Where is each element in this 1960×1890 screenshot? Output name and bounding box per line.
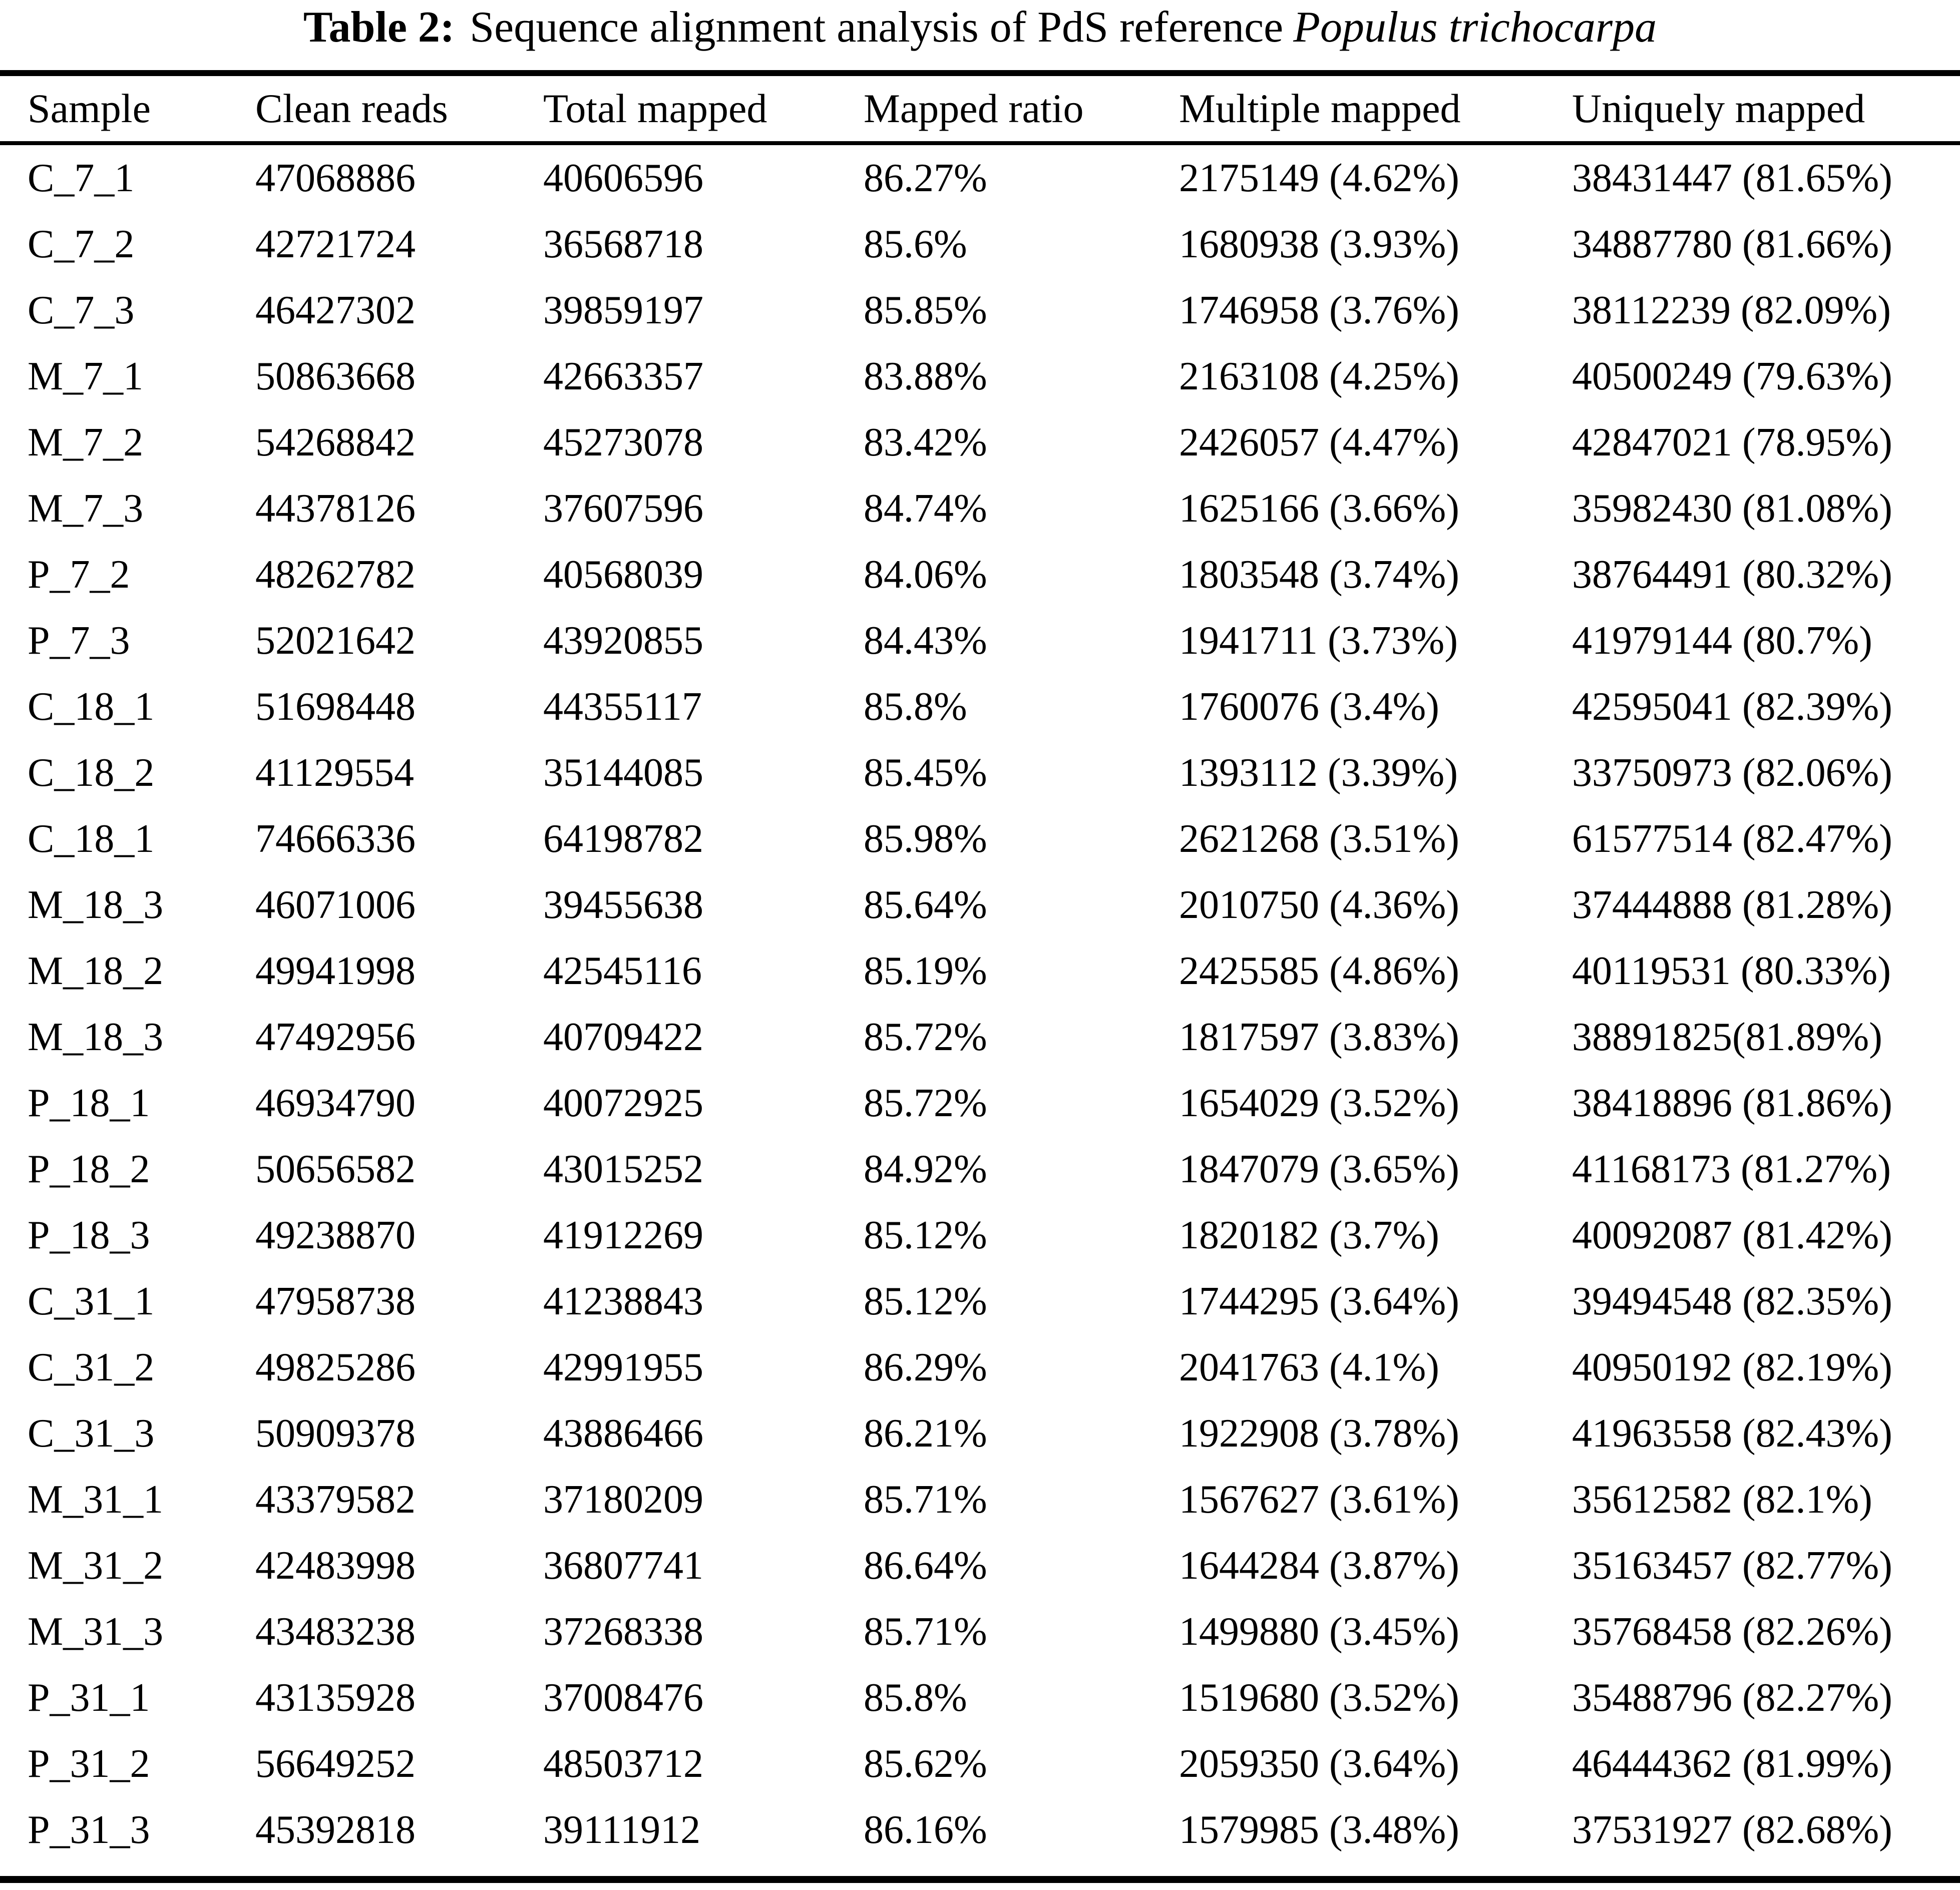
- cell-clean-reads: 47492956: [255, 1015, 416, 1059]
- table-row: [0, 143, 1960, 211]
- cell-multiple-mapped: 1654029 (3.52%): [1179, 1081, 1459, 1125]
- cell-clean-reads: 51698448: [255, 684, 416, 729]
- cell-uniquely-mapped: 38418896 (81.86%): [1572, 1081, 1892, 1125]
- cell-clean-reads: 56649252: [255, 1741, 416, 1786]
- cell-mapped-ratio: 85.8%: [864, 1675, 967, 1720]
- cell-clean-reads: 44378126: [255, 486, 416, 531]
- cell-sample: C_18_1: [28, 816, 155, 861]
- table-row: [0, 1797, 1960, 1879]
- table-row: [0, 938, 1960, 1004]
- cell-sample: M_7_2: [28, 420, 144, 464]
- cell-uniquely-mapped: 46444362 (81.99%): [1572, 1741, 1892, 1786]
- cell-clean-reads: 49825286: [255, 1345, 416, 1389]
- cell-sample: C_7_2: [28, 222, 135, 266]
- cell-multiple-mapped: 2059350 (3.64%): [1179, 1741, 1459, 1786]
- table-caption-text: Sequence alignment analysis of PdS reference: [470, 3, 1284, 52]
- cell-total-mapped: 64198782: [543, 816, 703, 861]
- cell-sample: C_7_1: [28, 156, 135, 200]
- cell-sample: M_18_3: [28, 882, 164, 927]
- table-row: [0, 277, 1960, 343]
- cell-mapped-ratio: 85.8%: [864, 684, 967, 729]
- table-row: [0, 476, 1960, 542]
- cell-clean-reads: 46071006: [255, 882, 416, 927]
- cell-mapped-ratio: 85.72%: [864, 1015, 987, 1059]
- cell-total-mapped: 43015252: [543, 1147, 703, 1191]
- table-row: [0, 1533, 1960, 1599]
- cell-sample: P_18_1: [28, 1081, 150, 1125]
- cell-total-mapped: 43886466: [543, 1411, 703, 1456]
- table-row: [0, 1334, 1960, 1400]
- cell-uniquely-mapped: 61577514 (82.47%): [1572, 816, 1892, 861]
- cell-mapped-ratio: 85.12%: [864, 1213, 987, 1257]
- cell-uniquely-mapped: 40119531 (80.33%): [1572, 949, 1891, 993]
- cell-mapped-ratio: 84.92%: [864, 1147, 987, 1191]
- cell-mapped-ratio: 85.71%: [864, 1609, 987, 1654]
- cell-multiple-mapped: 2425585 (4.86%): [1179, 949, 1459, 993]
- table-row: [0, 542, 1960, 608]
- cell-total-mapped: 42663357: [543, 354, 703, 398]
- table-row: [0, 1268, 1960, 1334]
- column-header-total-mapped: Total mapped: [543, 73, 864, 143]
- cell-mapped-ratio: 83.88%: [864, 354, 987, 398]
- cell-multiple-mapped: 1803548 (3.74%): [1179, 552, 1459, 597]
- cell-multiple-mapped: 1393112 (3.39%): [1179, 750, 1458, 795]
- cell-sample: C_31_2: [28, 1345, 155, 1389]
- table-row: [0, 806, 1960, 872]
- cell-sample: P_31_1: [28, 1675, 150, 1720]
- table-row: [0, 872, 1960, 938]
- cell-clean-reads: 48262782: [255, 552, 416, 597]
- cell-multiple-mapped: 2041763 (4.1%): [1179, 1345, 1439, 1389]
- column-header-uniquely-mapped: Uniquely mapped: [1572, 73, 1960, 143]
- cell-mapped-ratio: 86.27%: [864, 156, 987, 200]
- cell-clean-reads: 49941998: [255, 949, 416, 993]
- cell-uniquely-mapped: 38112239 (82.09%): [1572, 288, 1891, 332]
- cell-sample: M_18_2: [28, 949, 164, 993]
- table-header: [0, 73, 1960, 143]
- table-row: [0, 740, 1960, 806]
- cell-clean-reads: 49238870: [255, 1213, 416, 1257]
- cell-uniquely-mapped: 39494548 (82.35%): [1572, 1279, 1892, 1323]
- cell-uniquely-mapped: 41963558 (82.43%): [1572, 1411, 1892, 1456]
- cell-sample: P_18_2: [28, 1147, 150, 1191]
- cell-uniquely-mapped: 33750973 (82.06%): [1572, 750, 1892, 795]
- cell-uniquely-mapped: 40500249 (79.63%): [1572, 354, 1892, 398]
- column-header-multiple-mapped: Multiple mapped: [1179, 73, 1572, 143]
- sequence-alignment-table: [0, 70, 1960, 1883]
- cell-total-mapped: 45273078: [543, 420, 703, 464]
- cell-sample: M_7_3: [28, 486, 144, 531]
- cell-multiple-mapped: 1820182 (3.7%): [1179, 1213, 1439, 1257]
- cell-multiple-mapped: 2175149 (4.62%): [1179, 156, 1459, 200]
- cell-sample: P_18_3: [28, 1213, 150, 1257]
- cell-mapped-ratio: 84.74%: [864, 486, 987, 531]
- cell-mapped-ratio: 85.72%: [864, 1081, 987, 1125]
- cell-sample: P_7_2: [28, 552, 130, 597]
- cell-uniquely-mapped: 38764491 (80.32%): [1572, 552, 1892, 597]
- cell-uniquely-mapped: 38431447 (81.65%): [1572, 156, 1892, 200]
- cell-sample: M_7_1: [28, 354, 144, 398]
- cell-multiple-mapped: 2426057 (4.47%): [1179, 420, 1459, 464]
- cell-uniquely-mapped: 41168173 (81.27%): [1572, 1147, 1891, 1191]
- cell-multiple-mapped: 1744295 (3.64%): [1179, 1279, 1459, 1323]
- table-caption: [0, 2, 1960, 53]
- cell-multiple-mapped: 1922908 (3.78%): [1179, 1411, 1459, 1456]
- cell-sample: C_18_1: [28, 684, 155, 729]
- cell-multiple-mapped: 1680938 (3.93%): [1179, 222, 1459, 266]
- cell-total-mapped: 44355117: [543, 684, 702, 729]
- cell-total-mapped: 37607596: [543, 486, 703, 531]
- cell-mapped-ratio: 85.85%: [864, 288, 987, 332]
- table-row: [0, 211, 1960, 277]
- cell-multiple-mapped: 1817597 (3.83%): [1179, 1015, 1459, 1059]
- cell-total-mapped: 41238843: [543, 1279, 703, 1323]
- cell-clean-reads: 52021642: [255, 618, 416, 663]
- cell-multiple-mapped: 1519680 (3.52%): [1179, 1675, 1459, 1720]
- cell-total-mapped: 43920855: [543, 618, 703, 663]
- cell-total-mapped: 39455638: [543, 882, 703, 927]
- cell-uniquely-mapped: 35488796 (82.27%): [1572, 1675, 1892, 1720]
- cell-sample: M_31_1: [28, 1477, 164, 1522]
- cell-total-mapped: 35144085: [543, 750, 703, 795]
- cell-total-mapped: 39859197: [543, 288, 703, 332]
- cell-uniquely-mapped: 35163457 (82.77%): [1572, 1543, 1892, 1588]
- cell-mapped-ratio: 85.98%: [864, 816, 987, 861]
- cell-mapped-ratio: 86.16%: [864, 1807, 987, 1852]
- cell-uniquely-mapped: 37444888 (81.28%): [1572, 882, 1892, 927]
- cell-clean-reads: 54268842: [255, 420, 416, 464]
- table-row: [0, 1467, 1960, 1533]
- cell-clean-reads: 41129554: [255, 750, 415, 795]
- table-row: [0, 1731, 1960, 1797]
- table-header-row: [0, 73, 1960, 143]
- cell-uniquely-mapped: 34887780 (81.66%): [1572, 222, 1892, 266]
- cell-multiple-mapped: 2163108 (4.25%): [1179, 354, 1459, 398]
- cell-total-mapped: 39111912: [543, 1807, 701, 1852]
- cell-total-mapped: 40709422: [543, 1015, 703, 1059]
- cell-mapped-ratio: 85.12%: [864, 1279, 987, 1323]
- cell-multiple-mapped: 1746958 (3.76%): [1179, 288, 1459, 332]
- cell-mapped-ratio: 85.71%: [864, 1477, 987, 1522]
- cell-clean-reads: 45392818: [255, 1807, 416, 1852]
- cell-clean-reads: 43135928: [255, 1675, 416, 1720]
- table-row: [0, 674, 1960, 740]
- table-caption-species: Populus trichocarpa: [1293, 3, 1657, 52]
- cell-mapped-ratio: 86.64%: [864, 1543, 987, 1588]
- cell-uniquely-mapped: 35768458 (82.26%): [1572, 1609, 1892, 1654]
- cell-multiple-mapped: 1625166 (3.66%): [1179, 486, 1459, 531]
- cell-mapped-ratio: 85.64%: [864, 882, 987, 927]
- cell-clean-reads: 46934790: [255, 1081, 416, 1125]
- cell-uniquely-mapped: 42847021 (78.95%): [1572, 420, 1892, 464]
- cell-total-mapped: 40568039: [543, 552, 703, 597]
- table-row: [0, 1004, 1960, 1070]
- cell-uniquely-mapped: 35612582 (82.1%): [1572, 1477, 1872, 1522]
- table-row: [0, 1599, 1960, 1665]
- cell-uniquely-mapped: 40092087 (81.42%): [1572, 1213, 1892, 1257]
- cell-total-mapped: 42545116: [543, 949, 702, 993]
- table-row: [0, 343, 1960, 409]
- cell-multiple-mapped: 1847079 (3.65%): [1179, 1147, 1459, 1191]
- table-row: [0, 1665, 1960, 1731]
- cell-sample: C_31_3: [28, 1411, 155, 1456]
- cell-clean-reads: 74666336: [255, 816, 416, 861]
- cell-clean-reads: 47958738: [255, 1279, 416, 1323]
- cell-uniquely-mapped: 35982430 (81.08%): [1572, 486, 1892, 531]
- cell-mapped-ratio: 84.06%: [864, 552, 987, 597]
- cell-clean-reads: 50863668: [255, 354, 416, 398]
- cell-total-mapped: 42991955: [543, 1345, 703, 1389]
- cell-mapped-ratio: 85.45%: [864, 750, 987, 795]
- cell-uniquely-mapped: 41979144 (80.7%): [1572, 618, 1872, 663]
- column-header-mapped-ratio: Mapped ratio: [864, 73, 1179, 143]
- cell-clean-reads: 46427302: [255, 288, 416, 332]
- cell-sample: C_31_1: [28, 1279, 155, 1323]
- cell-sample: M_18_3: [28, 1015, 164, 1059]
- cell-uniquely-mapped: 38891825(81.89%): [1572, 1015, 1882, 1059]
- cell-total-mapped: 37180209: [543, 1477, 703, 1522]
- cell-sample: C_18_2: [28, 750, 155, 795]
- cell-total-mapped: 41912269: [543, 1213, 703, 1257]
- cell-sample: P_31_2: [28, 1741, 150, 1786]
- cell-total-mapped: 48503712: [543, 1741, 703, 1786]
- table-row: [0, 608, 1960, 674]
- cell-clean-reads: 42483998: [255, 1543, 416, 1588]
- cell-sample: M_31_2: [28, 1543, 164, 1588]
- cell-multiple-mapped: 1567627 (3.61%): [1179, 1477, 1459, 1522]
- cell-clean-reads: 43379582: [255, 1477, 416, 1522]
- cell-uniquely-mapped: 37531927 (82.68%): [1572, 1807, 1892, 1852]
- cell-uniquely-mapped: 42595041 (82.39%): [1572, 684, 1892, 729]
- table-row: [0, 1070, 1960, 1136]
- cell-mapped-ratio: 83.42%: [864, 420, 987, 464]
- cell-clean-reads: 50909378: [255, 1411, 416, 1456]
- cell-clean-reads: 50656582: [255, 1147, 416, 1191]
- cell-sample: P_7_3: [28, 618, 130, 663]
- cell-total-mapped: 40072925: [543, 1081, 703, 1125]
- cell-mapped-ratio: 84.43%: [864, 618, 987, 663]
- cell-multiple-mapped: 1499880 (3.45%): [1179, 1609, 1459, 1654]
- column-header-sample: Sample: [0, 73, 255, 143]
- cell-clean-reads: 47068886: [255, 156, 416, 200]
- cell-multiple-mapped: 2621268 (3.51%): [1179, 816, 1459, 861]
- table-row: [0, 1202, 1960, 1268]
- cell-mapped-ratio: 86.21%: [864, 1411, 987, 1456]
- table-row: [0, 1400, 1960, 1467]
- cell-multiple-mapped: 1644284 (3.87%): [1179, 1543, 1459, 1588]
- cell-total-mapped: 36568718: [543, 222, 703, 266]
- cell-mapped-ratio: 85.19%: [864, 949, 987, 993]
- cell-mapped-ratio: 86.29%: [864, 1345, 987, 1389]
- cell-sample: C_7_3: [28, 288, 135, 332]
- cell-total-mapped: 36807741: [543, 1543, 703, 1588]
- table-caption-label: Table 2:: [303, 3, 455, 52]
- cell-multiple-mapped: 1941711 (3.73%): [1179, 618, 1458, 663]
- cell-mapped-ratio: 85.6%: [864, 222, 967, 266]
- cell-sample: M_31_3: [28, 1609, 164, 1654]
- table-body: [0, 143, 1960, 1879]
- cell-multiple-mapped: 2010750 (4.36%): [1179, 882, 1459, 927]
- cell-total-mapped: 40606596: [543, 156, 703, 200]
- cell-clean-reads: 43483238: [255, 1609, 416, 1654]
- column-header-clean-reads: Clean reads: [255, 73, 543, 143]
- table-row: [0, 409, 1960, 476]
- cell-multiple-mapped: 1760076 (3.4%): [1179, 684, 1439, 729]
- cell-sample: P_31_3: [28, 1807, 150, 1852]
- cell-total-mapped: 37268338: [543, 1609, 703, 1654]
- cell-total-mapped: 37008476: [543, 1675, 703, 1720]
- cell-mapped-ratio: 85.62%: [864, 1741, 987, 1786]
- cell-clean-reads: 42721724: [255, 222, 416, 266]
- table-row: [0, 1136, 1960, 1202]
- cell-uniquely-mapped: 40950192 (82.19%): [1572, 1345, 1892, 1389]
- cell-multiple-mapped: 1579985 (3.48%): [1179, 1807, 1459, 1852]
